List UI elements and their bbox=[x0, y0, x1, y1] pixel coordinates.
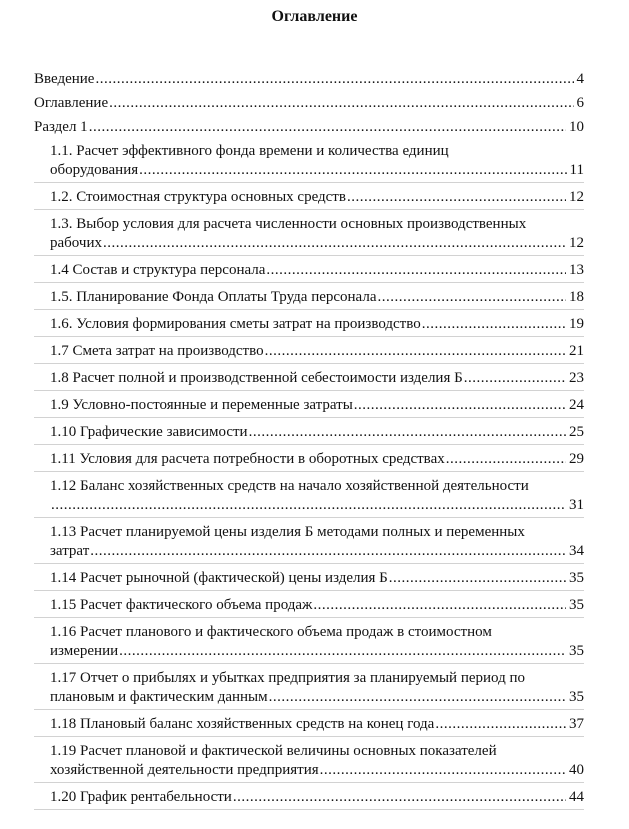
dot-leader bbox=[422, 315, 566, 334]
toc-entry[interactable] bbox=[34, 369, 584, 391]
dot-leader bbox=[233, 788, 566, 807]
dot-leader bbox=[354, 396, 566, 415]
toc-entry[interactable] bbox=[34, 70, 584, 91]
toc-entry-title: 1.14 Расчет рыночной (фактической) цены изделия Б bbox=[50, 570, 388, 586]
toc-page-number: 19 bbox=[569, 316, 584, 332]
toc-entry-title: 1.9 Условно-постоянные и переменные затраты bbox=[50, 397, 353, 413]
dot-leader bbox=[249, 423, 566, 442]
toc-page-number: 34 bbox=[569, 543, 584, 559]
dot-leader bbox=[435, 715, 566, 734]
dot-leader bbox=[320, 761, 566, 780]
dot-leader bbox=[90, 542, 566, 561]
toc-entry-text: 1.1. Расчет эффективного фонда времени и количества единиц bbox=[50, 143, 449, 159]
dot-leader bbox=[313, 596, 566, 615]
dot-leader bbox=[95, 70, 573, 89]
dot-leader bbox=[269, 688, 566, 707]
toc-page-number: 35 bbox=[569, 597, 584, 613]
dot-leader bbox=[446, 450, 566, 469]
toc-page-number: 35 bbox=[569, 570, 584, 586]
toc-entry[interactable] bbox=[34, 450, 584, 472]
toc-entry[interactable] bbox=[34, 669, 584, 710]
toc-entry[interactable] bbox=[34, 596, 584, 618]
dot-leader bbox=[103, 234, 566, 253]
toc-page-number: 11 bbox=[569, 162, 584, 178]
dot-leader bbox=[389, 569, 566, 588]
toc-page-number: 21 bbox=[569, 343, 584, 359]
toc-page-number: 29 bbox=[569, 451, 584, 467]
toc-page-number: 25 bbox=[569, 424, 584, 440]
toc-entry[interactable] bbox=[34, 523, 584, 564]
toc-page-number: 4 bbox=[576, 71, 584, 87]
toc-entry[interactable] bbox=[34, 94, 584, 115]
toc-page-number: 24 bbox=[569, 397, 584, 413]
toc-entry-title: хозяйственной деятельности предприятия bbox=[50, 762, 319, 778]
toc-entry[interactable] bbox=[34, 742, 584, 783]
toc-entry-text: 1.16 Расчет планового и фактического объема продаж в стоимостном bbox=[50, 624, 492, 640]
toc-page-number: 12 bbox=[569, 235, 584, 251]
toc-entry-title: 1.15 Расчет фактического объема продаж bbox=[50, 597, 313, 613]
dot-leader bbox=[464, 369, 566, 388]
toc-entry[interactable] bbox=[34, 715, 584, 737]
toc-page-number: 13 bbox=[569, 262, 584, 278]
toc-entry-title: рабочих bbox=[50, 235, 102, 251]
toc-entry-title: 1.6. Условия формирования сметы затрат на производство bbox=[50, 316, 421, 332]
toc-entry[interactable] bbox=[34, 288, 584, 310]
toc-entry-title: Раздел 1 bbox=[34, 119, 88, 135]
toc-entry-title: 1.5. Планирование Фонда Оплаты Труда персонала bbox=[50, 289, 377, 305]
toc-entry-title: 1.7 Смета затрат на производство bbox=[50, 343, 264, 359]
toc-entry-title: 1.4 Состав и структура персонала bbox=[50, 262, 266, 278]
toc-entry-title: 1.2. Стоимостная структура основных средств bbox=[50, 189, 346, 205]
toc-entry-title: затрат bbox=[50, 543, 90, 559]
toc-entry-title: оборудования bbox=[50, 162, 139, 178]
dot-leader bbox=[265, 342, 566, 361]
toc-entry-title: 1.8 Расчет полной и производственной себестоимости изделия Б bbox=[50, 370, 463, 386]
dot-leader bbox=[139, 161, 566, 180]
toc-page-number: 12 bbox=[569, 189, 584, 205]
toc-page-number: 23 bbox=[569, 370, 584, 386]
dot-leader bbox=[266, 261, 566, 280]
toc-entry-title: 1.10 Графические зависимости bbox=[50, 424, 248, 440]
toc-page-number: 37 bbox=[569, 716, 584, 732]
toc-entry-text: 1.17 Отчет о прибылях и убытках предприятия за планируемый период по bbox=[50, 670, 526, 686]
toc-entry[interactable] bbox=[34, 261, 584, 283]
table-of-contents bbox=[34, 70, 584, 815]
toc-entry[interactable] bbox=[34, 477, 584, 518]
toc-entry-title: плановым и фактическим данным bbox=[50, 689, 268, 705]
dot-leader bbox=[119, 642, 566, 661]
toc-page-number: 44 bbox=[569, 789, 584, 805]
toc-entry[interactable] bbox=[34, 342, 584, 364]
toc-entry[interactable] bbox=[34, 788, 584, 810]
page-title: Оглавление bbox=[271, 8, 358, 25]
toc-page-number: 6 bbox=[576, 95, 584, 111]
toc-page-number: 40 bbox=[569, 762, 584, 778]
toc-entry-title: измерении bbox=[50, 643, 119, 659]
toc-entry-text: 1.12 Баланс хозяйственных средств на начало хозяйственной деятельности bbox=[50, 478, 529, 494]
toc-entry-text: 1.19 Расчет плановой и фактической величины основных показателей bbox=[50, 743, 497, 759]
toc-entry[interactable] bbox=[34, 142, 584, 183]
dot-leader bbox=[51, 496, 566, 515]
dot-leader bbox=[89, 118, 566, 137]
toc-entry-title: Оглавление bbox=[34, 95, 109, 111]
toc-entry-title: 1.18 Плановый баланс хозяйственных средств на конец года bbox=[50, 716, 435, 732]
toc-page-number: 10 bbox=[569, 119, 584, 135]
toc-entry-text: 1.13 Расчет планируемой цены изделия Б методами полных и переменных bbox=[50, 524, 525, 540]
toc-entry[interactable] bbox=[34, 396, 584, 418]
dot-leader bbox=[109, 94, 573, 113]
toc-entry-title: 1.20 График рентабельности bbox=[50, 789, 232, 805]
toc-page-number: 18 bbox=[569, 289, 584, 305]
toc-entry[interactable] bbox=[34, 188, 584, 210]
toc-entry[interactable] bbox=[34, 315, 584, 337]
dot-leader bbox=[347, 188, 566, 207]
toc-entry[interactable] bbox=[34, 118, 584, 139]
toc-entry-title: Введение bbox=[34, 71, 95, 87]
toc-page-number: 35 bbox=[569, 689, 584, 705]
toc-entry[interactable] bbox=[34, 423, 584, 445]
toc-page-number: 31 bbox=[569, 497, 584, 513]
toc-entry-title: 1.11 Условия для расчета потребности в оборотных средствах bbox=[50, 451, 445, 467]
dot-leader bbox=[378, 288, 567, 307]
toc-page-number: 35 bbox=[569, 643, 584, 659]
toc-entry[interactable] bbox=[34, 569, 584, 591]
toc-entry[interactable] bbox=[34, 215, 584, 256]
toc-entry-text: 1.3. Выбор условия для расчета численности основных производственных bbox=[50, 216, 527, 232]
toc-entry[interactable] bbox=[34, 623, 584, 664]
